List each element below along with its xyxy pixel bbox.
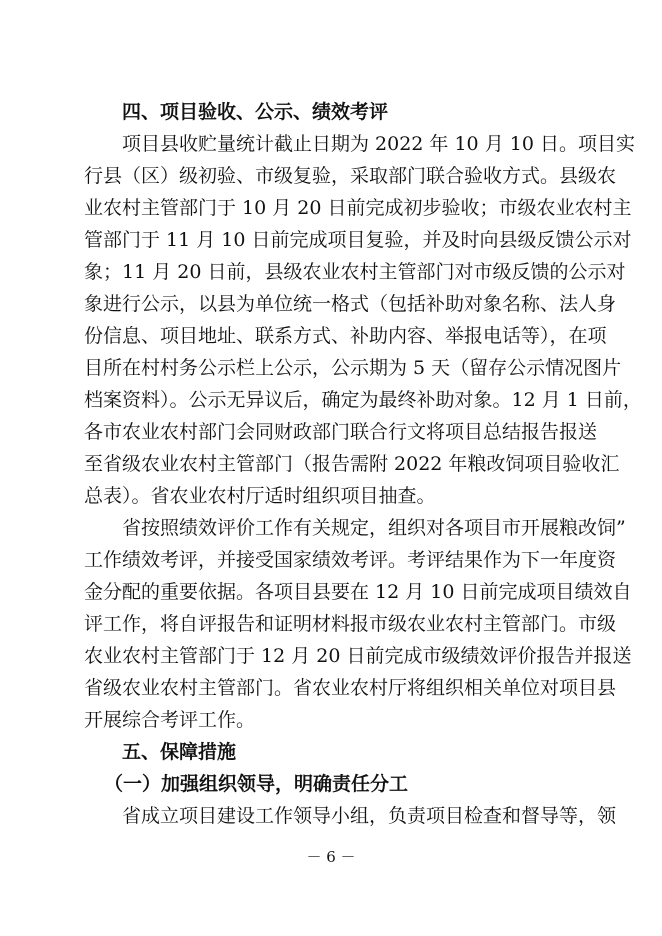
paragraph-line: 象进行公示，以县为单位统一格式（包括补助对象名称、法人身: [84, 293, 617, 315]
paragraph-line: 行县（区）级初验、市级复验，采取部门联合验收方式。县级农: [84, 165, 617, 187]
paragraph-line: 各市农业农村部门会同财政部门联合行文将项目总结报告报送: [84, 421, 598, 443]
paragraph-line: 管部门于 11 月 10 日前完成项目复验，并及时向县级反馈公示对: [84, 229, 632, 251]
paragraph-line: 开展综合考评工作。: [84, 709, 256, 731]
paragraph-line: 省成立项目建设工作领导小组，负责项目检查和督导等，领: [122, 805, 617, 827]
paragraph-line: 评工作，将自评报告和证明材料报市级农业农村主管部门。市级: [84, 613, 617, 635]
paragraph-line: 档案资料）。公示无异议后，确定为最终补助对象。12 月 1 日前，: [84, 389, 642, 411]
document-body: [84, 96, 642, 832]
paragraph-leadership: [84, 800, 617, 832]
paragraph-performance-evaluation: [84, 512, 632, 736]
section-heading-safeguards: 五、保障措施: [122, 741, 237, 763]
paragraph-line: 份信息、项目地址、联系方式、补助内容、举报电话等），在项: [84, 325, 607, 347]
paragraph-acceptance-publicity: [84, 128, 642, 512]
paragraph-line: 金分配的重要依据。各项目县要在 12 月 10 日前完成项目绩效自: [84, 581, 632, 603]
paragraph-line: 工作绩效考评，并接受国家绩效考评。考评结果作为下一年度资: [84, 549, 617, 571]
paragraph-line: 目所在村村务公示栏上公示，公示期为 5 天（留存公示情况图片: [84, 357, 622, 379]
paragraph-line: 省级农业农村主管部门。省农业农村厅将组织相关单位对项目县: [84, 677, 617, 699]
paragraph-line: 业农村主管部门于 10 月 20 日前完成初步验收；市级农业农村主: [84, 197, 632, 219]
paragraph-line: 农业农村主管部门于 12 月 20 日前完成市级绩效评价报告并报送: [84, 645, 632, 667]
paragraph-line: 项目县收贮量统计截止日期为 2022 年 10 月 10 日。项目实: [122, 133, 635, 155]
paragraph-line: 省按照绩效评价工作有关规定，组织对各项目市开展粮改饲”: [122, 517, 626, 539]
subsection-heading-leadership: （一）加强组织领导，明确责任分工: [104, 773, 409, 795]
section-heading-acceptance: 四、项目验收、公示、绩效考评: [122, 101, 389, 123]
paragraph-line: 至省级农业农村主管部门（报告需附 2022 年粮改饲项目验收汇: [84, 453, 620, 475]
paragraph-line: 象；11 月 20 日前，县级农业农村主管部门对市级反馈的公示对: [84, 261, 626, 283]
page-number: － 6 －: [306, 848, 356, 866]
paragraph-line: 总表）。省农业农村厅适时组织项目抽查。: [84, 485, 436, 507]
